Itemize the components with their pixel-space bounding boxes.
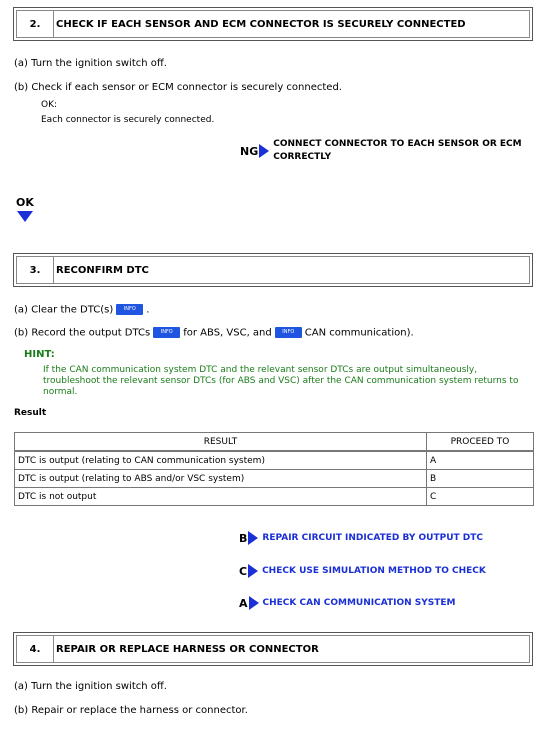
step-2-header (13, 7, 533, 41)
hint-line: normal. (43, 387, 78, 397)
step4-instruction-b: (b) Repair or replace the harness or connector. (14, 705, 248, 716)
branch-action-link[interactable]: CHECK USE SIMULATION METHOD TO CHECK (262, 566, 486, 576)
instruction-text: (b) Record the output DTCs (14, 327, 151, 339)
step4-instruction-a: (a) Turn the ignition switch off. (14, 681, 167, 692)
table-row (15, 470, 534, 488)
result-cell: DTC is output (relating to ABS and/or VSC system) (15, 470, 427, 488)
hint-line: troubleshoot the relevant sensor DTCs (for ABS and VSC) after the CAN communication system returns to (43, 376, 519, 386)
step-number: 4. (17, 636, 54, 662)
branch-code: A (239, 596, 248, 610)
arrow-right-icon (248, 564, 258, 578)
step-title: CHECK IF EACH SENSOR AND ECM CONNECTOR IS SECURELY CONNECTED (56, 18, 466, 30)
step-4-header (13, 632, 533, 666)
step3-instruction-b (14, 327, 414, 339)
ng-action-line2: CORRECTLY (273, 152, 332, 162)
result-heading: Result (14, 408, 47, 418)
proceed-cell: B (427, 470, 534, 488)
branch-action-link[interactable]: REPAIR CIRCUIT INDICATED BY OUTPUT DTC (262, 533, 484, 543)
branch-code: B (239, 531, 248, 545)
table-row (15, 451, 534, 470)
ng-action (273, 138, 521, 164)
table-row (15, 488, 534, 506)
proceed-cell: A (427, 451, 534, 470)
step-number: 3. (17, 257, 54, 283)
step-title: RECONFIRM DTC (56, 264, 149, 276)
ng-branch (240, 138, 522, 164)
info-button[interactable]: INFO (153, 327, 180, 338)
arrow-right-icon (248, 531, 258, 545)
hint-text (43, 365, 518, 398)
ng-action-line1: CONNECT CONNECTOR TO EACH SENSOR OR ECM (273, 139, 522, 149)
branch-b[interactable] (239, 531, 483, 545)
instruction-text: (a) Clear the DTC(s) (14, 304, 114, 316)
branch-a[interactable] (239, 596, 456, 610)
branch-c[interactable] (239, 564, 486, 578)
hint-line: If the CAN communication system DTC and the relevant sensor DTCs are output simultaneously, (43, 365, 478, 375)
instruction-text: CAN communication). (304, 327, 414, 339)
instruction-text: for ABS, VSC, and (183, 327, 272, 339)
arrow-right-icon (249, 596, 259, 610)
step-number: 2. (17, 11, 54, 37)
result-cell: DTC is not output (15, 488, 427, 506)
ng-code: NG (240, 144, 259, 158)
ok-code: OK (16, 196, 34, 209)
ok-label: OK: (41, 100, 58, 110)
instruction-text: . (146, 304, 150, 316)
arrow-down-icon (17, 211, 33, 222)
step2-instruction-b: (b) Check if each sensor or ECM connector is securely connected. (14, 82, 342, 93)
ok-criteria: Each connector is securely connected. (41, 115, 215, 125)
arrow-right-icon (259, 144, 269, 158)
column-header-proceed: PROCEED TO (427, 433, 534, 452)
step3-instruction-a (14, 304, 149, 316)
result-cell: DTC is output (relating to CAN communication system) (15, 451, 427, 470)
branch-code: C (239, 564, 248, 578)
branch-action-link[interactable]: CHECK CAN COMMUNICATION SYSTEM (262, 598, 456, 608)
hint-heading: HINT: (24, 349, 55, 360)
step2-instruction-a: (a) Turn the ignition switch off. (14, 58, 167, 69)
info-button[interactable]: INFO (116, 304, 143, 315)
column-header-result: RESULT (15, 433, 427, 452)
result-table (14, 432, 534, 506)
step-title: REPAIR OR REPLACE HARNESS OR CONNECTOR (56, 643, 319, 655)
step-3-header (13, 253, 533, 287)
table-header-row (15, 433, 534, 452)
info-button[interactable]: INFO (275, 327, 302, 338)
proceed-cell: C (427, 488, 534, 506)
